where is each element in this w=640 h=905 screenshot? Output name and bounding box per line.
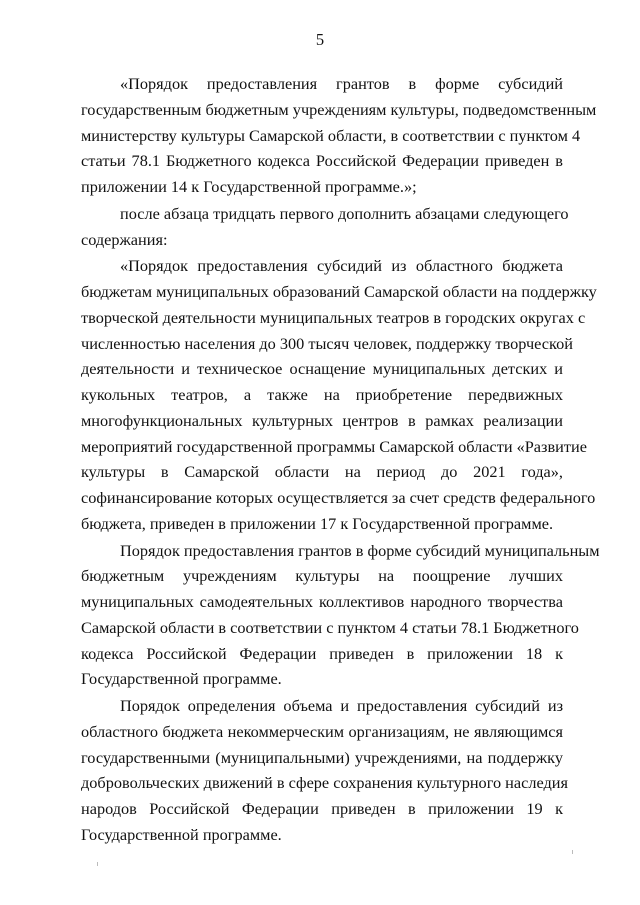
text-line: народов Российской Федерации приведен в приложении 19 к bbox=[81, 799, 563, 818]
text-line: государственными (муниципальными) учреждениями, на поддержку bbox=[81, 747, 563, 767]
text-line: муниципальных самодеятельных коллективов народного творчества bbox=[81, 592, 563, 611]
text-line: творческой деятельности муниципальных театров в городских округах с bbox=[81, 307, 586, 327]
text-line: Самарской области в соответствии с пунктом 4 статьи 78.1 Бюджетного bbox=[81, 617, 579, 637]
paragraph bbox=[81, 693, 568, 848]
document-body bbox=[81, 71, 600, 849]
page-number: 5 bbox=[315, 30, 325, 49]
text-line: мероприятий государственной программы Самарской области «Развитие bbox=[81, 436, 587, 456]
text-line: приложении 14 к Государственной программе.»; bbox=[81, 177, 417, 196]
scan-artifact bbox=[97, 862, 98, 866]
text-line: кукольных театров, а также на приобретение передвижных bbox=[81, 385, 563, 404]
text-line: «Порядок предоставления субсидий из областного бюджета bbox=[120, 256, 563, 276]
scan-artifact bbox=[572, 850, 573, 854]
text-line: многофункциональных культурных центров в рамках реализации bbox=[81, 410, 563, 430]
text-line: бюджетным учреждениям культуры на поощрение лучших bbox=[81, 566, 563, 586]
text-line: «Порядок предоставления грантов в форме субсидий bbox=[120, 74, 563, 93]
text-line: Государственной программе. bbox=[81, 669, 282, 689]
text-line: деятельности и техническое оснащение муниципальных детских и bbox=[81, 359, 563, 379]
text-line: добровольческих движений в сфере сохранения культурного наследия bbox=[81, 773, 568, 793]
text-line: государственным бюджетным учреждениям культуры, подведомственным bbox=[81, 99, 597, 119]
text-line: после абзаца тридцать первого дополнить абзацами следующего bbox=[120, 203, 569, 223]
text-line: Государственной программе. bbox=[81, 824, 282, 844]
text-line: численностью населения до 300 тысяч человек, поддержку творческой bbox=[81, 333, 573, 353]
paragraph bbox=[81, 201, 569, 253]
text-line: софинансирование которых осуществляется за счет средств федерального bbox=[81, 488, 596, 507]
text-line: министерству культуры Самарской области, в соответствии с пунктом 4 bbox=[81, 125, 581, 145]
text-line: бюджетам муниципальных образований Самарской области на поддержку bbox=[81, 282, 597, 301]
text-line: кодекса Российской Федерации приведен в приложении 18 к bbox=[81, 643, 563, 663]
paragraph bbox=[81, 253, 597, 536]
paragraph bbox=[81, 71, 597, 200]
text-line: Порядок предоставления грантов в форме субсидий муниципальным bbox=[120, 540, 600, 560]
text-line: статьи 78.1 Бюджетного кодекса Российской Федерации приведен в bbox=[81, 151, 563, 171]
text-line: областного бюджета некоммерческим организациям, не являющимся bbox=[81, 721, 563, 741]
text-line: культуры в Самарской области на период до 2021 года», bbox=[81, 462, 563, 482]
text-line: Порядок определения объема и предоставления субсидий из bbox=[120, 696, 563, 715]
paragraph bbox=[81, 538, 600, 693]
text-line: бюджета, приведен в приложении 17 к Государственной программе. bbox=[81, 513, 554, 533]
text-line: содержания: bbox=[81, 229, 168, 249]
